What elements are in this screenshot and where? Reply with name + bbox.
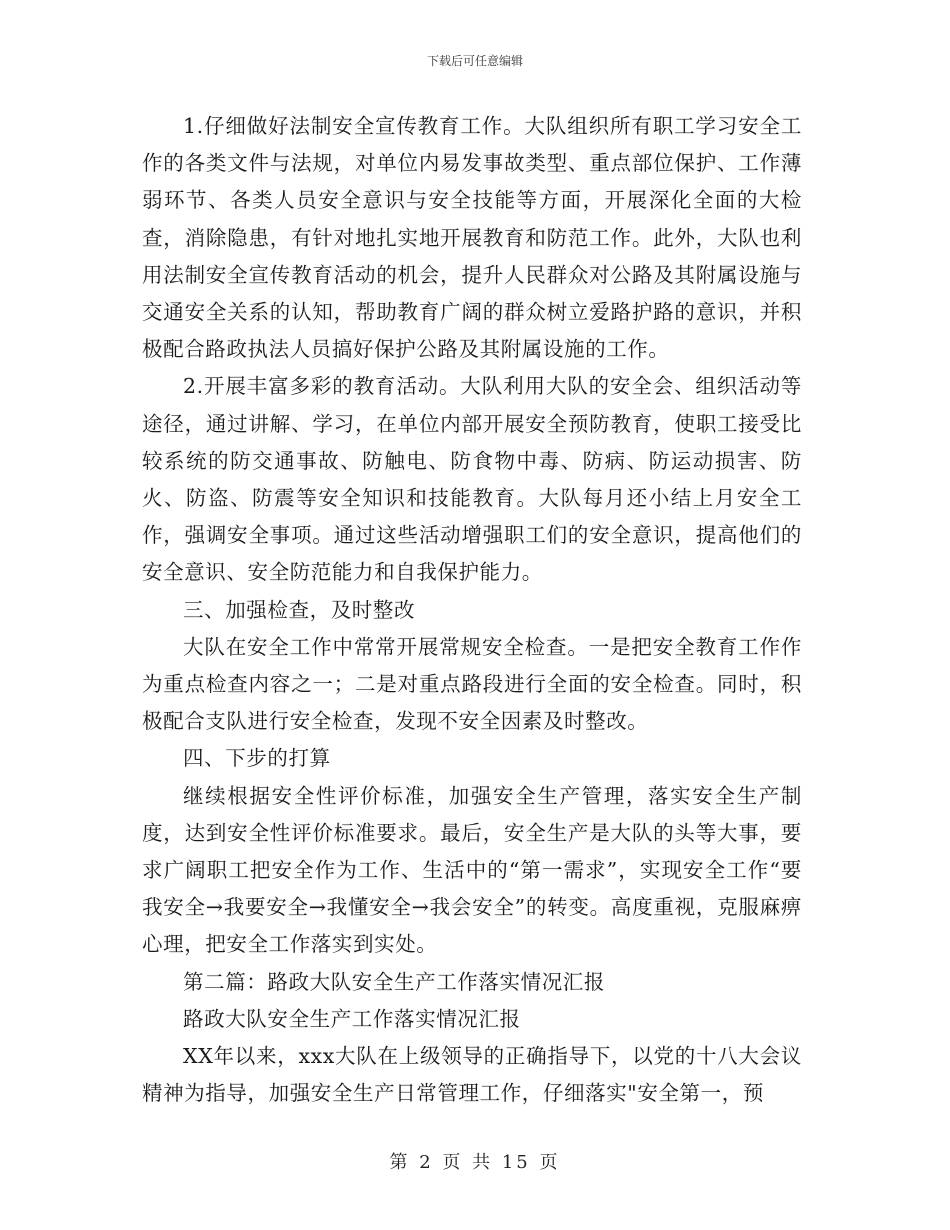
paragraph-next-plan: 继续根据安全性评价标准，加强安全生产管理，落实安全生产制度，达到安全性评价标准要求。最后，安全生产是大队的头等大事，要求广阔职工把安全作为工作、生活中的“第一需求”，实现安全工作“要我安全→我要安全→我懂安全→我会安全”的转变。高度重视，克服麻痹心理，把安全工作落实到实处。 xyxy=(142,783,802,957)
page-footer: 第 2 页 共 15 页 xyxy=(389,1152,561,1173)
paragraph-inspection: 大队在安全工作中常常开展常规安全检查。一是把安全教育工作作为重点检查内容之一；二是对重点路段进行全面的安全检查。同时，积极配合支队进行安全检查，发现不安全因素及时整改。 xyxy=(142,634,802,734)
section-heading-3: 三、加强检查，及时整改 xyxy=(183,597,416,622)
chapter-heading-2: 第二篇：路政大队安全生产工作落实情况汇报 xyxy=(183,969,605,994)
section-heading-4: 四、下步的打算 xyxy=(183,746,331,771)
report-title: 路政大队安全生产工作落实情况汇报 xyxy=(183,1006,521,1031)
paragraph-item-2: 2.开展丰富多彩的教育活动。大队利用大队的安全会、组织活动等途径，通过讲解、学习，在单位内部开展安全预防教育，使职工接受比较系统的防交通事故、防触电、防食物中毒、防病、防运动损害、防火、防盗、防震等安全知识和技能教育。大队每月还小结上月安全工作，强调安全事项。通过这些活动增强职工们的安全意识，提高他们的安全意识、安全防范能力和自我保护能力。 xyxy=(142,374,802,585)
page-header: 下载后可任意编辑 xyxy=(426,54,523,68)
paragraph-report-intro: XX年以来，xxx大队在上级领导的正确指导下，以党的十八大会议精神为指导，加强安全生产日常管理工作，仔细落实"安全第一，预 xyxy=(142,1044,802,1106)
paragraph-item-1: 1.仔细做好法制安全宣传教育工作。大队组织所有职工学习安全工作的各类文件与法规，对单位内易发事故类型、重点部位保护、工作薄弱环节、各类人员安全意识与安全技能等方面，开展深化全面的大检查，消除隐患，有针对地扎实地开展教育和防范工作。此外，大队也利用法制安全宣传教育活动的机会，提升人民群众对公路及其附属设施与交通安全关系的认知，帮助教育广阔的群众树立爱路护路的意识，并积极配合路政执法人员搞好保护公路及其附属设施的工作。 xyxy=(142,114,802,362)
document-body xyxy=(142,108,802,1112)
